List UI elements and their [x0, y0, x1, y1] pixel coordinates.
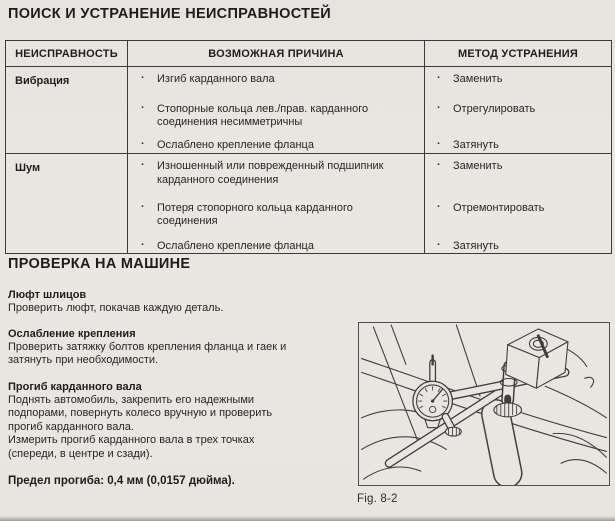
remedy-cell — [425, 133, 612, 154]
cause-text: Изгиб карданного вала — [157, 73, 275, 85]
table-row — [6, 154, 612, 196]
remedy-cell — [425, 196, 612, 234]
bullet-icon: · — [437, 200, 441, 213]
remedy-text: Затянуть — [453, 138, 499, 151]
bullet-icon: · — [141, 238, 145, 251]
subsection-body: Измерить прогиб карданного вала в трех точках (спереди, в центре и сзади). — [8, 434, 255, 460]
subsection-spline-play — [8, 289, 356, 316]
malfunction-cell: Вибрация — [6, 67, 128, 154]
remedy-text: Заменить — [453, 73, 503, 85]
bullet-icon: · — [437, 159, 441, 171]
remedy-cell — [425, 234, 612, 254]
check-section-title: ПРОВЕРКА НА МАШИНЕ — [8, 256, 191, 272]
cause-cell — [128, 196, 425, 234]
subsection-loose-mounting — [8, 328, 356, 368]
subsection-body: Проверить люфт, покачав каждую деталь. — [8, 302, 224, 314]
troubleshooting-table — [5, 40, 612, 254]
column-header-malfunction: НЕИСПРАВНОСТЬ — [6, 41, 128, 67]
bullet-icon: · — [437, 137, 441, 150]
page-edge-shadow — [0, 516, 615, 521]
dial-indicator-illustration — [359, 323, 609, 485]
cause-cell — [128, 67, 425, 97]
remedy-cell — [425, 97, 612, 133]
bullet-icon: · — [437, 72, 441, 84]
subsection-heading: Прогиб карданного вала — [8, 380, 142, 393]
page-title: ПОИСК И УСТРАНЕНИЕ НЕИСПРАВНОСТЕЙ — [8, 6, 332, 22]
table-row — [6, 67, 612, 97]
malfunction-cell: Шум — [6, 154, 128, 254]
figure-box — [358, 322, 610, 486]
cause-text: Потеря стопорного кольца карданного соединения — [157, 201, 353, 227]
bullet-icon: · — [437, 101, 441, 114]
bullet-icon: · — [141, 137, 145, 150]
cause-cell — [128, 154, 425, 196]
remedy-text: Отрегулировать — [453, 102, 536, 115]
cause-cell — [128, 97, 425, 133]
bullet-icon: · — [141, 72, 145, 84]
cause-cell — [128, 133, 425, 154]
remedy-text: Заменить — [453, 160, 503, 172]
subsection-body: Проверить затяжку болтов крепления фланца и гаек и затянуть при необходимости. — [8, 340, 287, 366]
cause-text: Ослаблено крепление фланца — [157, 239, 314, 252]
remedy-cell — [425, 67, 612, 97]
column-header-cause: ВОЗМОЖНАЯ ПРИЧИНА — [128, 41, 425, 67]
subsection-shaft-runout — [8, 381, 356, 462]
cause-cell — [128, 234, 425, 254]
bullet-icon: · — [437, 238, 441, 251]
table-header-row — [6, 41, 612, 67]
column-header-remedy: МЕТОД УСТРАНЕНИЯ — [425, 41, 612, 67]
subsection-heading: Люфт шлицов — [8, 289, 87, 301]
cause-text: Ослаблено крепление фланца — [157, 138, 314, 151]
subsection-heading: Ослабление крепления — [8, 327, 136, 340]
subsection-body: Поднять автомобиль, закрепить его надежными подпорами, повернуть колесо вручную и проверить прогиб карданного вала. — [8, 393, 273, 433]
deflection-limit: Предел прогиба: 0,4 мм (0,0157 дюйма). — [8, 475, 235, 487]
bullet-icon: · — [141, 200, 145, 213]
remedy-cell — [425, 154, 612, 196]
remedy-text: Отремонтировать — [453, 201, 545, 214]
figure-caption: Fig. 8-2 — [357, 493, 398, 505]
bullet-icon: · — [141, 101, 145, 114]
remedy-text: Затянуть — [453, 239, 499, 252]
on-vehicle-check-section — [8, 256, 356, 487]
bullet-icon: · — [141, 159, 145, 171]
cause-text: Изношенный или поврежденный подшипник карданного соединения — [157, 160, 384, 186]
cause-text: Стопорные кольца лев./прав. карданного соединения несимметричны — [157, 102, 369, 128]
